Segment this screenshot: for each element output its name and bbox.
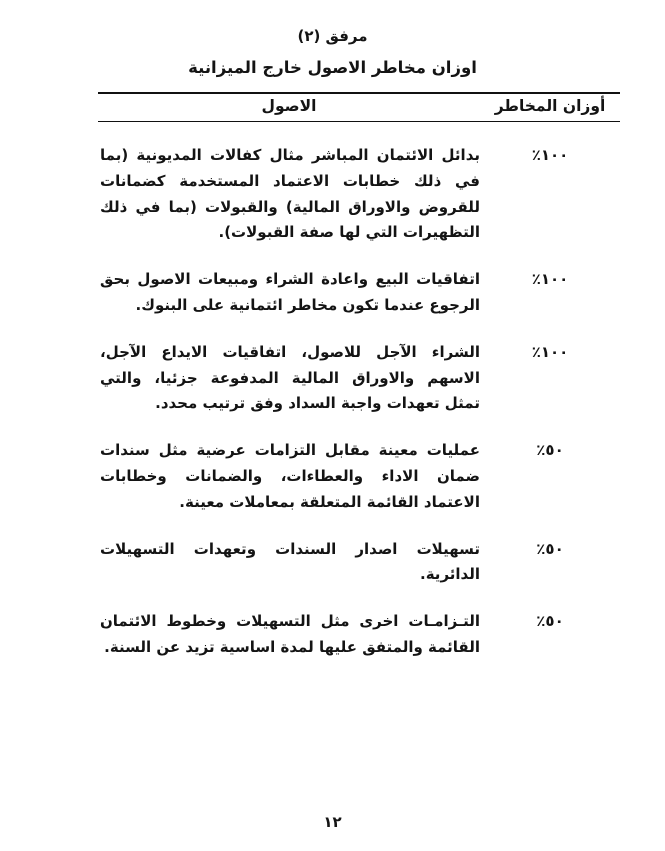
risk-weight-value: ٥٠٪ (536, 539, 564, 558)
asset-description: الشراء الآجل للاصول، اتفاقيات الايداع الآجل، الاسهم والاوراق المالية المدفوعة جزئيا، والتي تمثل تعهدات واجبة السداد وفق ترتيب محدد. (100, 342, 480, 413)
asset-description: بدائل الائتمان المباشر مثال كفالات المديونية (بما في ذلك خطابات الاعتماد المستخدمة كضمانات للقروض والاوراق المالية) والقبولات (بما في ذلك التظهيرات التي لها صفة القبولات). (100, 146, 480, 242)
asset-description: اتفاقيات البيع واعادة الشراء ومبيعات الاصول بحق الرجوع عندما تكون مخاطر ائتمانية على البنوك. (100, 270, 480, 314)
asset-description: عمليات معينة مقابل التزامات عرضية مثل سندات ضمان الاداء والعطاءات، والضمانات وخطابات الاعتماد القائمة المتعلقة بمعاملات معينة. (100, 441, 480, 511)
table-row (98, 438, 620, 515)
risk-weight-value: ١٠٠٪ (531, 146, 569, 164)
risk-weight-value: ٥٠٪ (536, 612, 564, 631)
table-row (98, 143, 620, 246)
annex-label: مرفق (٢) (297, 27, 368, 45)
risk-weight-value: ١٠٠٪ (531, 270, 569, 289)
column-header-risk-weights: أوزان المخاطر (494, 97, 606, 115)
column-header-assets: الاصول (261, 97, 317, 115)
asset-description: التـزامـات اخرى مثل التسهيلات وخطوط الائتمان القائمة والمتفق عليها لمدة اساسية تزيد عن السنة. (100, 612, 480, 656)
table-row (98, 267, 620, 319)
asset-description: تسهيلات اصدار السندات وتعهدات التسهيلات الدائرية. (100, 539, 480, 584)
risk-weights-table (98, 92, 620, 661)
document-title: اوزان مخاطر الاصول خارج الميزانية (188, 58, 477, 77)
table-row (98, 609, 620, 661)
table-row (98, 537, 620, 589)
table-row (98, 340, 620, 417)
risk-weight-value: ٥٠٪ (536, 441, 564, 460)
page-number: ١٢ (323, 813, 342, 831)
risk-weight-value: ١٠٠٪ (531, 342, 569, 361)
table-header-row (98, 92, 620, 122)
